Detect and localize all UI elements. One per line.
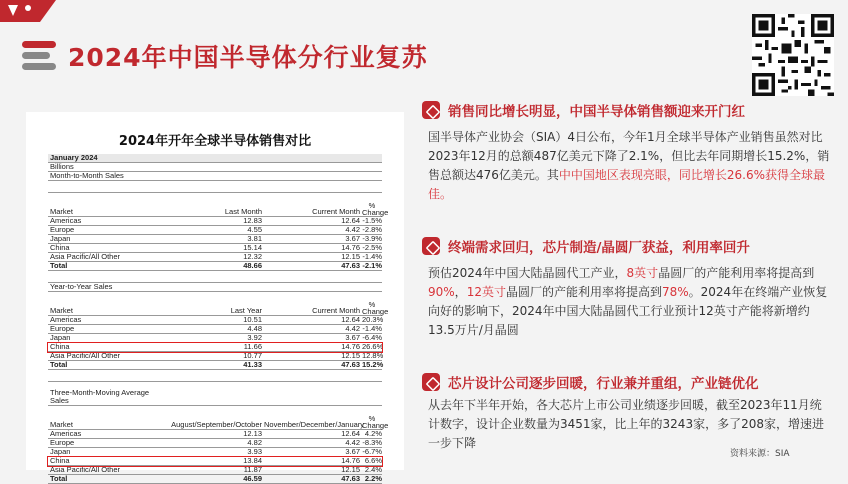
section-sales-growth [422, 98, 832, 204]
section-text: 预估2024年中国大陆晶圆代工产业，8英寸晶圆厂的产能利用率将提高到90%，12英寸晶圆厂的产能利用率将提高到78%。2024年在终端产业恢复向好的影响下，2024年中国大陆晶圆代工行业预计12英寸产能将新增约13.5万片/月晶圆 [428, 266, 828, 337]
table-row-highlighted: China 13.84 14.76 6.6% [50, 456, 382, 465]
table-row-highlighted: China 11.66 14.76 26.6% [50, 342, 384, 351]
page-title: 2024年中国半导体分行业复苏 [68, 43, 428, 72]
cube-icon [422, 237, 440, 255]
sales-table [48, 153, 389, 484]
qr-code-icon [752, 14, 834, 96]
table-title: 2024年开年全球半导体销售对比 [118, 134, 312, 149]
section-label: Month-to-Month Sales [48, 172, 382, 181]
table-row: Japan 3.93 3.67 -6.7% [50, 447, 382, 456]
section-title: 终端需求回归，芯片制造/晶圆厂获益，利用率回升 [448, 240, 750, 256]
sales-table-card [26, 112, 404, 483]
section-foundry-utilization [422, 234, 832, 340]
section-title: 销售同比增长明显，中国半导体销售额迎来开门红 [448, 104, 745, 120]
table-row: Asia Pacific/All Other 11.87 12.15 2.4% [50, 465, 382, 474]
column-header-row: Market August/September/October November/December/January % Change [48, 406, 382, 430]
total-row: Total 46.59 47.63 2.2% [50, 474, 382, 483]
table-row: Asia Pacific/All Other 10.77 12.15 12.8% [50, 351, 384, 360]
section-chip-design [422, 370, 832, 453]
menu-bars-icon [22, 41, 56, 71]
brand-logo-icon [0, 0, 56, 22]
table-row: Americas 12.13 12.64 4.2% [50, 429, 382, 438]
page-header [22, 38, 428, 74]
column-header-row: Market Last Year Current Month % Change [48, 292, 382, 316]
table-row: Japan 3.81 3.67 -3.9% [50, 234, 382, 243]
table-head: January 2024 [48, 154, 382, 163]
table-row: Americas 12.83 12.64 -1.5% [50, 216, 382, 225]
total-row: Total 41.33 47.63 15.2% [50, 360, 384, 369]
section-title: 芯片设计公司逐步回暖，行业兼并重组，产业链优化 [448, 376, 759, 392]
section-label: Three-Month-Moving Average Sales [48, 382, 382, 406]
section-text: 从去年下半年开始，各大芯片上市公司业绩逐步回暖，截至2023年11月统计数字，设计企业数量为3451家，比上年的3243家，多了208家，增速进一步下降 [428, 398, 824, 450]
table-unit: Billions [48, 163, 382, 172]
table-row: Japan 3.92 3.67 -6.4% [50, 333, 382, 342]
cube-icon [422, 373, 440, 391]
section-text: 国半导体产业协会（SIA）4日公布，今年1月全球半导体产业销售虽然对比2023年12月的总额487亿美元下降了2.1%，但比去年同期增长15.2%，销售总额达476亿美元。其中中国地区表现亮眼，同比增长26.6%获得全球最佳。 [428, 130, 830, 201]
table-row: Asia Pacific/All Other 12.32 12.15 -1.4% [50, 252, 382, 261]
column-header-row: Market Last Month Current Month % Change [48, 193, 382, 217]
table-row: Americas 10.51 12.64 20.3% [50, 315, 384, 324]
table-row: Europe 4.55 4.42 -2.8% [50, 225, 382, 234]
section-label: Year-to-Year Sales [48, 283, 382, 292]
cube-icon [422, 101, 440, 119]
table-row: China 15.14 14.76 -2.5% [50, 243, 382, 252]
table-row: Europe 4.48 4.42 -1.4% [50, 324, 382, 333]
total-row: Total 48.66 47.63 -2.1% [50, 261, 382, 270]
source-note: 资料来源：SIA [730, 449, 790, 459]
table-row: Europe 4.82 4.42 -8.3% [50, 438, 382, 447]
